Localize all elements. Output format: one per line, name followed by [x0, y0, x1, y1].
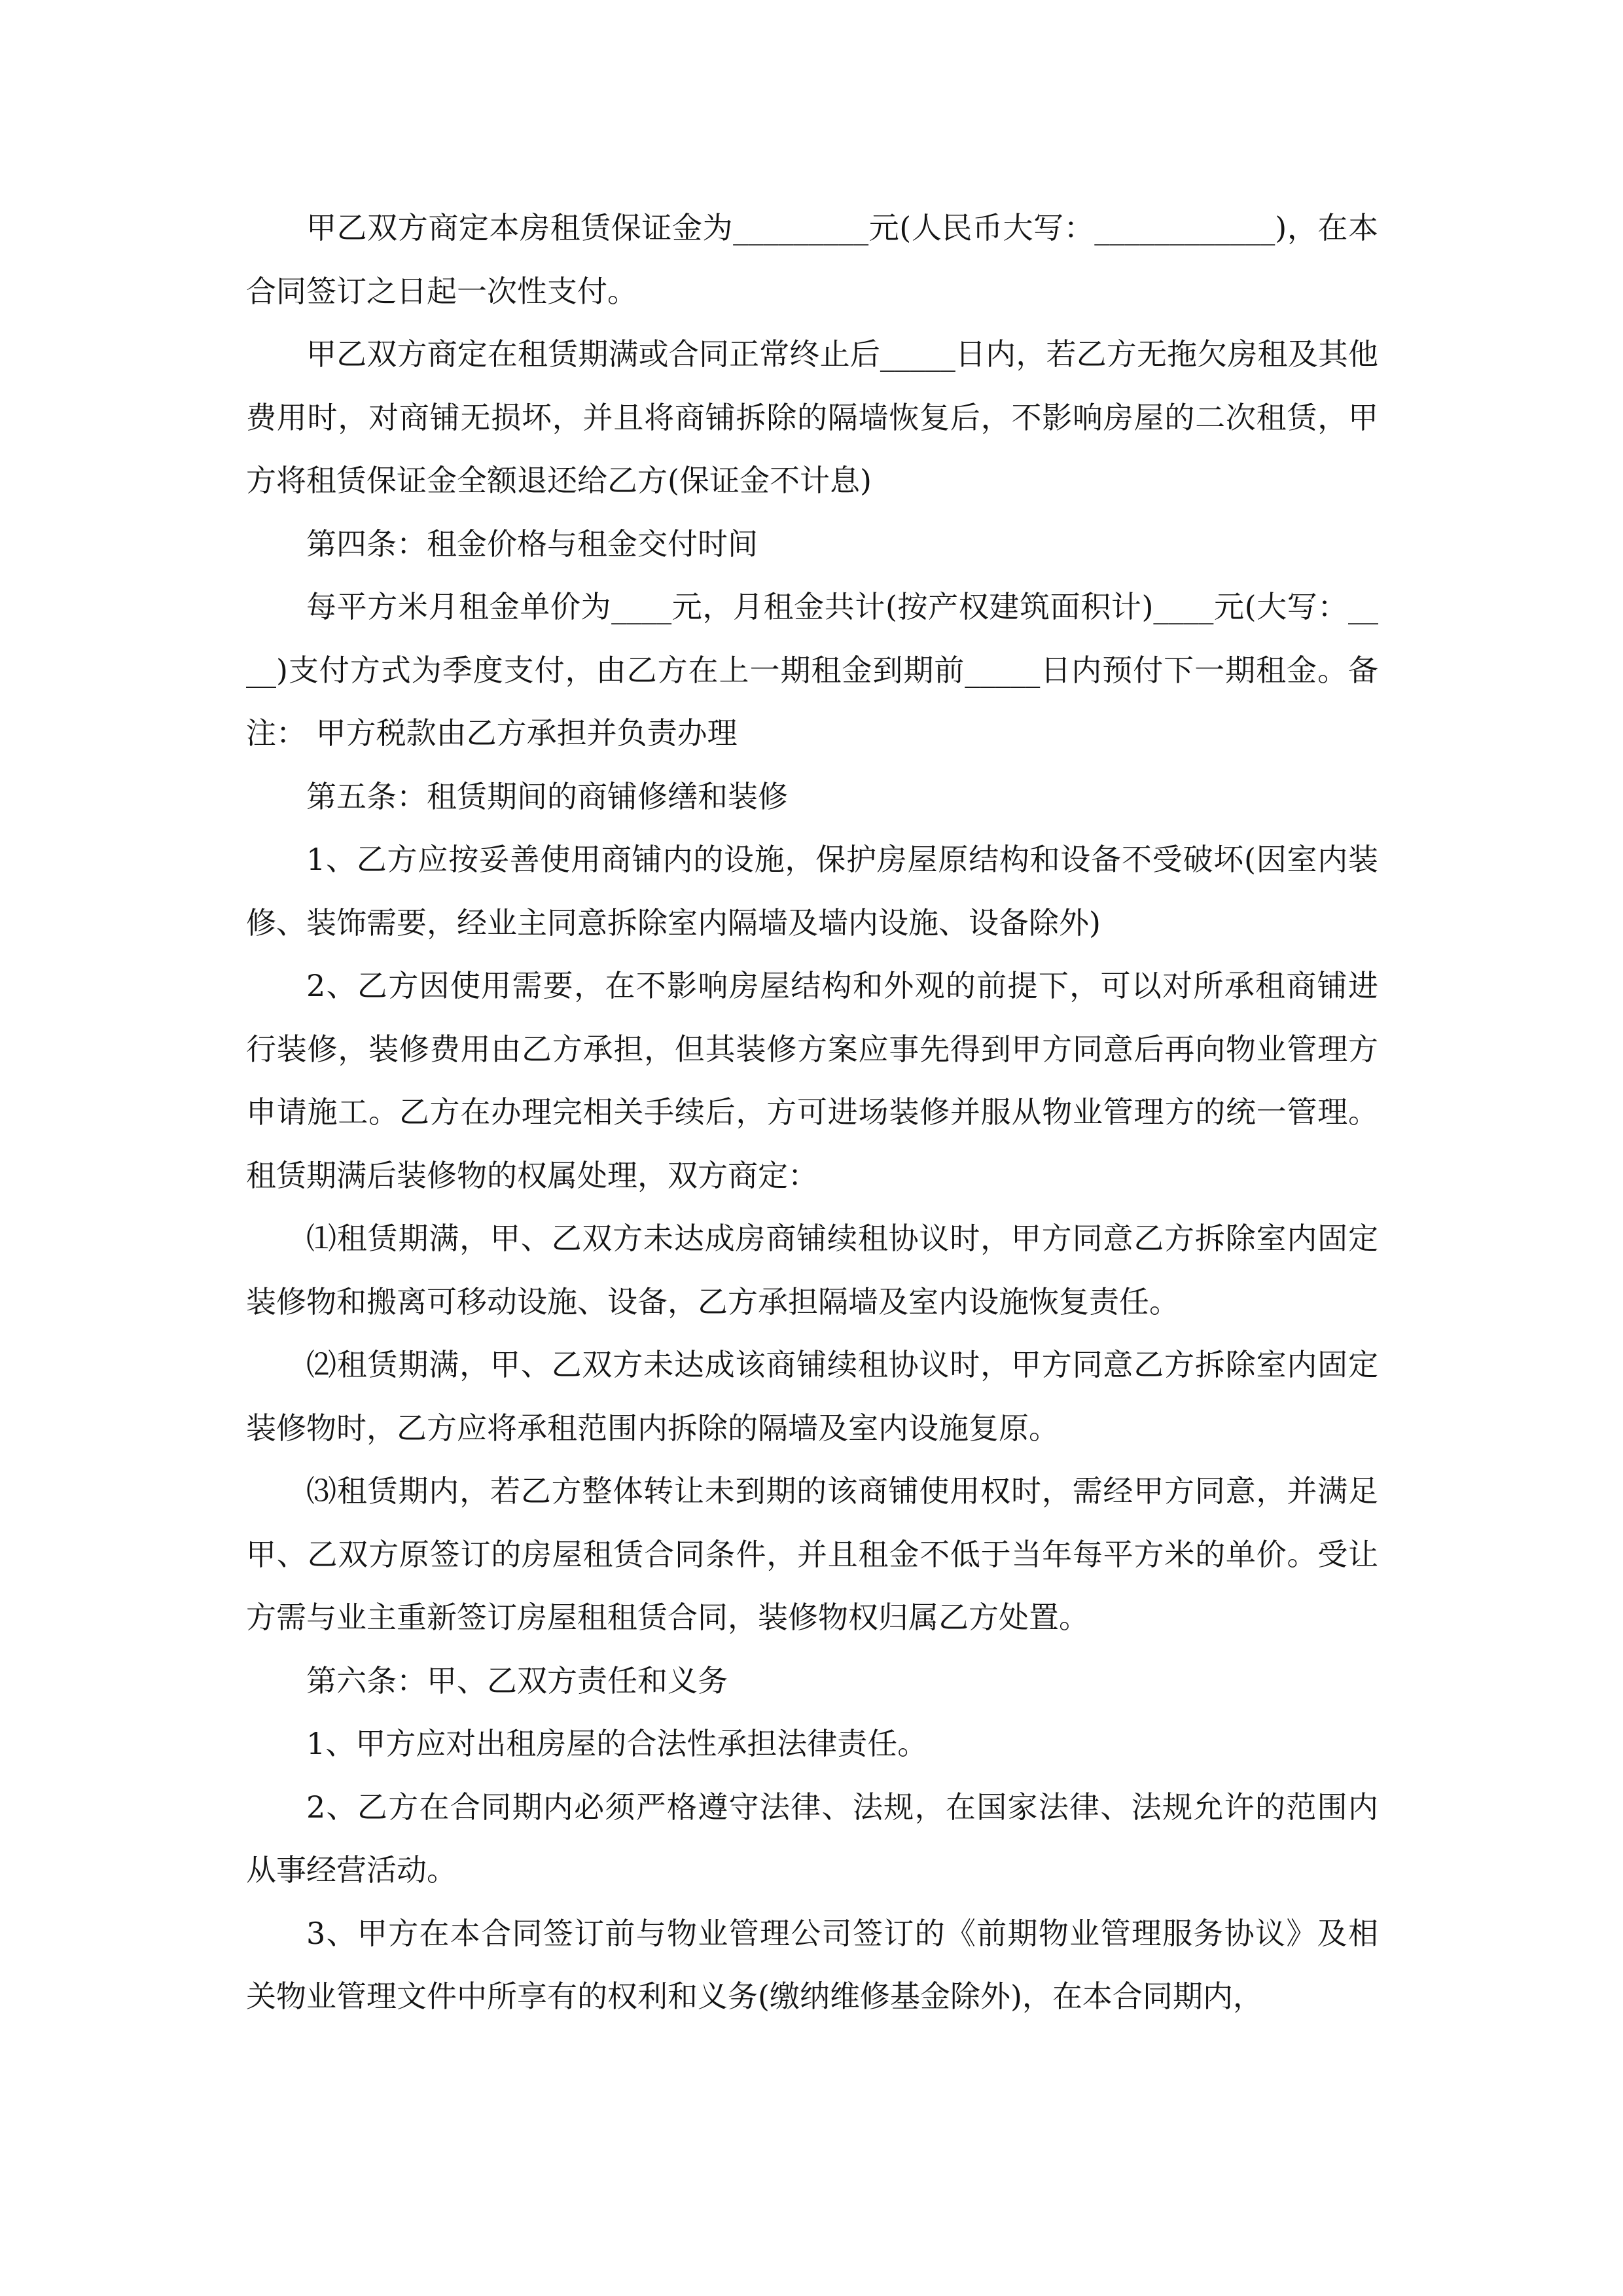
paragraph-text: 2、乙方在合同期内必须严格遵守法律、法规，在国家法律、法规允许的范围内从事经营活动。: [246, 1789, 1378, 1888]
document-body: [246, 196, 1378, 2028]
paragraph-subclause-1: [246, 1207, 1378, 1333]
paragraph-deposit-amount: [246, 196, 1378, 323]
paragraph-text: 每平方米月租金单价为____元，月租金共计(按产权建筑面积计)____元(大写：____)支付方式为季度支付，由乙方在上一期租金到期前_____日内预付下一期租金。备注： 甲方税款由乙方承担并负责办理: [246, 589, 1378, 751]
paragraph-clause-6-2: [246, 1776, 1378, 1902]
paragraph-rent-price: [246, 575, 1378, 765]
paragraph-text: 甲乙双方商定本房租赁保证金为_________元(人民币大写：____________)，在本合同签订之日起一次性支付。: [246, 210, 1378, 309]
paragraph-clause-5-1: [246, 828, 1378, 954]
paragraph-text: 1、乙方应按妥善使用商铺内的设施，保护房屋原结构和设备不受破坏(因室内装修、装饰需要，经业主同意拆除室内隔墙及墙内设施、设备除外): [246, 842, 1378, 941]
heading-text: 第五条：租赁期间的商铺修缮和装修: [306, 778, 788, 814]
section-heading-article-4: [246, 512, 1378, 576]
heading-text: 第四条：租金价格与租金交付时间: [306, 526, 758, 562]
section-heading-article-6: [246, 1649, 1378, 1713]
paragraph-text: ⑴租赁期满，甲、乙双方未达成房商铺续租协议时，甲方同意乙方拆除室内固定装修物和搬离可移动设施、设备，乙方承担隔墙及室内设施恢复责任。: [246, 1221, 1378, 1319]
paragraph-text: 2、乙方因使用需要，在不影响房屋结构和外观的前提下，可以对所承租商铺进行装修，装修费用由乙方承担，但其装修方案应事先得到甲方同意后再向物业管理方申请施工。乙方在办理完相关手续后，方可进场装修并服从物业管理方的统一管理。租赁期满后装修物的权属处理，双方商定：: [246, 968, 1378, 1193]
paragraph-subclause-3: [246, 1460, 1378, 1649]
paragraph-text: ⑵租赁期满，甲、乙双方未达成该商铺续租协议时，甲方同意乙方拆除室内固定装修物时，乙方应将承租范围内拆除的隔墙及室内设施复原。: [246, 1347, 1378, 1446]
heading-text: 第六条：甲、乙双方责任和义务: [306, 1662, 728, 1698]
paragraph-clause-6-3: [246, 1902, 1378, 2028]
paragraph-text: 1、甲方应对出租房屋的合法性承担法律责任。: [306, 1726, 928, 1761]
paragraph-text: 3、甲方在本合同签订前与物业管理公司签订的《前期物业管理服务协议》及相关物业管理文件中所享有的权利和义务(缴纳维修基金除外)，在本合同期内，: [246, 1915, 1378, 2014]
section-heading-article-5: [246, 765, 1378, 829]
paragraph-clause-5-2: [246, 954, 1378, 1207]
paragraph-subclause-2: [246, 1333, 1378, 1460]
paragraph-text: ⑶租赁期内，若乙方整体转让未到期的该商铺使用权时，需经甲方同意，并满足甲、乙双方原签订的房屋租赁合同条件，并且租金不低于当年每平方米的单价。受让方需与业主重新签订房屋租租赁合同，装修物权归属乙方处置。: [246, 1473, 1378, 1635]
paragraph-deposit-refund: [246, 323, 1378, 512]
paragraph-text: 甲乙双方商定在租赁期满或合同正常终止后_____日内，若乙方无拖欠房租及其他费用时，对商铺无损坏，并且将商铺拆除的隔墙恢复后，不影响房屋的二次租赁，甲方将租赁保证金全额退还给乙方(保证金不计息): [246, 336, 1378, 498]
paragraph-clause-6-1: [246, 1712, 1378, 1776]
